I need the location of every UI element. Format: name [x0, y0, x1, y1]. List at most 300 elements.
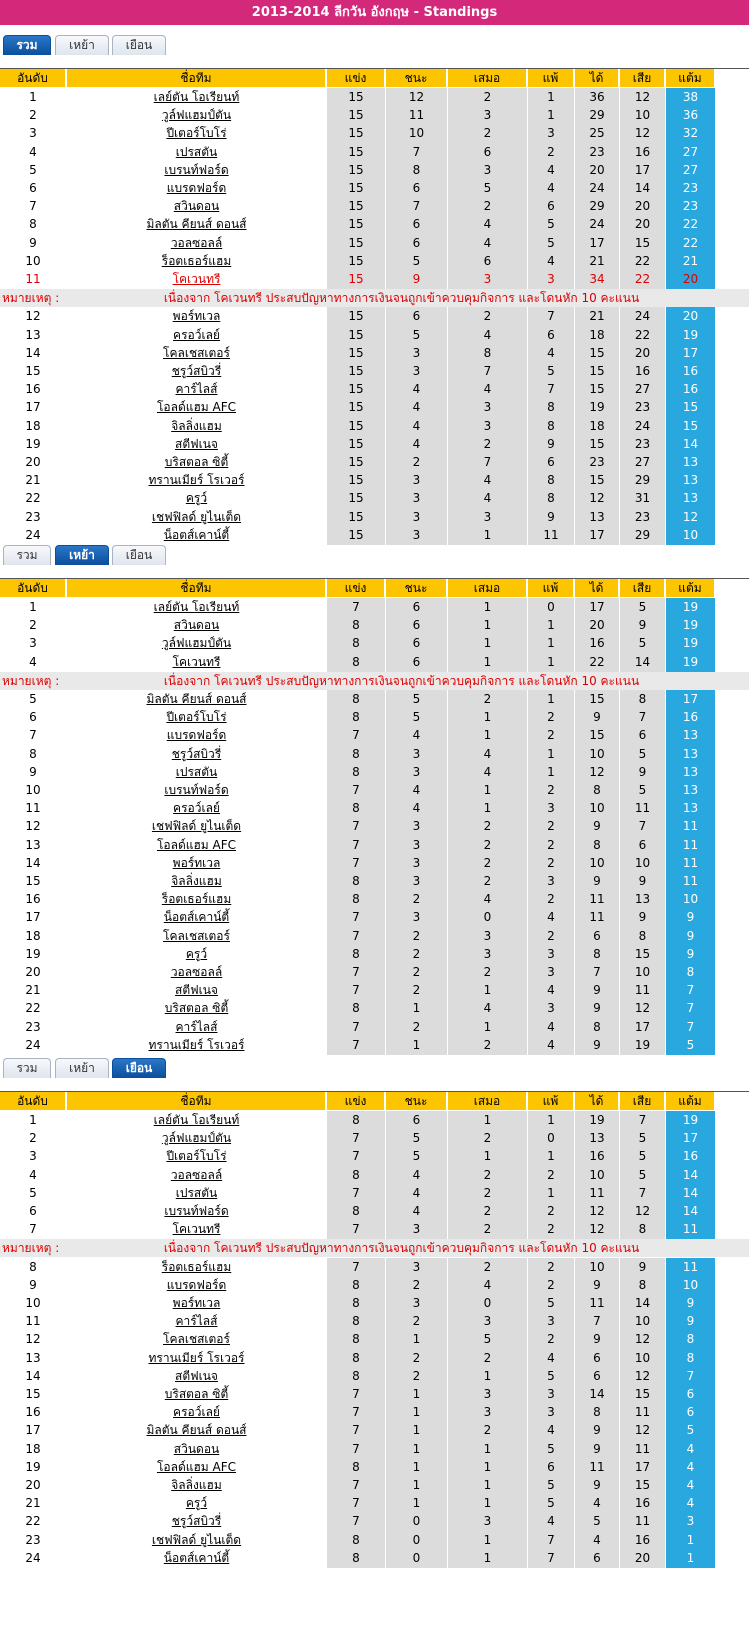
cell-pos: 9 — [29, 1277, 37, 1292]
cell-played: 8 — [327, 1202, 385, 1221]
team-link[interactable]: พอร์ทเวล — [172, 309, 221, 324]
team-link[interactable]: วูล์ฟแฮมป์ตัน — [161, 108, 232, 123]
team-link[interactable]: สวินดอน — [173, 618, 220, 633]
tab-away[interactable]: เยือน — [112, 1058, 166, 1078]
cell-team — [67, 307, 326, 326]
column-header-drawn[interactable]: เสมอ — [448, 1092, 527, 1110]
team-link[interactable]: ทรานเมียร์ โรเวอร์ — [148, 1037, 245, 1052]
cell-played: 8 — [327, 999, 385, 1018]
cell-lost: 7 — [528, 380, 574, 399]
table-row — [0, 1312, 749, 1331]
note-text: เนื่องจาก โคเวนทรี ประสบปัญหาทางการเงินจนถูกเข้าควบคุมกิจการ และโดนหัก 10 คะแนน — [163, 291, 640, 306]
team-link[interactable]: แบรดฟอร์ด — [166, 181, 227, 195]
column-header-lost[interactable]: แพ้ — [528, 69, 574, 87]
cell-drawn: 4 — [448, 471, 527, 490]
tab-home[interactable]: เหย้า — [55, 1058, 109, 1078]
team-link[interactable]: สตีฟเนจ — [175, 983, 218, 998]
cell-played: 15 — [327, 88, 385, 107]
team-link[interactable]: พอร์ทเวล — [172, 1296, 221, 1310]
team-link[interactable]: แบรดฟอร์ด — [166, 1277, 227, 1292]
cell-team — [67, 471, 326, 490]
team-link[interactable]: โคลเชสเตอร์ — [163, 928, 230, 943]
team-link[interactable]: น็อตส์เคาน์ตี้ — [163, 910, 230, 925]
cell-ga: 5 — [620, 1129, 665, 1148]
cell-lost: 5 — [528, 1494, 574, 1513]
cell-pos: 11 — [25, 272, 41, 286]
cell-lost: 8 — [528, 417, 574, 436]
team-link[interactable]: สตีฟเนจ — [175, 436, 218, 451]
cell-points: 9 — [666, 908, 715, 927]
team-link[interactable]: น็อตส์เคาน์ตี้ — [163, 527, 230, 542]
team-link[interactable]: วอลซอลล์ — [170, 235, 223, 250]
cell-gf: 14 — [575, 1385, 619, 1404]
cell-gf: 12 — [575, 1220, 619, 1239]
cell-played: 15 — [327, 106, 385, 125]
cell-team — [67, 179, 326, 198]
tab-overall[interactable]: รวม — [3, 1058, 51, 1078]
cell-drawn: 2 — [448, 1258, 527, 1277]
table-row — [0, 1018, 749, 1037]
cell-lost: 2 — [528, 1330, 574, 1349]
team-link[interactable]: ครอว์เลย์ — [173, 1405, 220, 1420]
cell-won: 4 — [386, 380, 447, 399]
cell-pos: 3 — [29, 636, 37, 651]
cell-lost: 5 — [528, 215, 574, 234]
cell-lost: 4 — [528, 1512, 574, 1531]
team-link[interactable]: มิลตัน คียนส์ ดอนส์ — [146, 1423, 247, 1438]
cell-ga: 5 — [620, 745, 665, 764]
cell-ga: 6 — [620, 836, 665, 855]
cell-won: 4 — [386, 726, 447, 745]
column-header-team[interactable]: ชื่อทีม — [67, 579, 326, 597]
team-link[interactable]: น็อตส์เคาน์ตี้ — [163, 1550, 230, 1565]
cell-points: 7 — [666, 1018, 715, 1037]
cell-ga: 16 — [620, 143, 665, 162]
cell-gf: 12 — [575, 1202, 619, 1221]
cell-won: 5 — [386, 1147, 447, 1166]
cell-won: 6 — [386, 634, 447, 653]
cell-lost: 0 — [528, 1129, 574, 1148]
cell-gf: 9 — [575, 1476, 619, 1495]
cell-gf: 10 — [575, 745, 619, 764]
cell-lost: 1 — [528, 1111, 574, 1130]
cell-ga: 12 — [620, 1421, 665, 1440]
team-link[interactable]: สวินดอน — [173, 1441, 220, 1456]
column-header-played[interactable]: แข่ง — [327, 579, 385, 597]
cell-ga: 12 — [620, 1367, 665, 1386]
cell-gf: 15 — [575, 362, 619, 381]
team-link[interactable]: เชฟฟิลด์ ยูไนเต็ด — [151, 1532, 242, 1547]
cell-ga: 17 — [620, 1018, 665, 1037]
table-row — [0, 708, 749, 727]
cell-points: 4 — [666, 1494, 715, 1513]
cell-pos: 5 — [29, 1185, 37, 1200]
column-header-ga[interactable]: เสีย — [620, 69, 665, 87]
cell-points: 5 — [666, 1421, 715, 1440]
column-header-pos[interactable]: อันดับ — [0, 69, 66, 87]
cell-team — [67, 598, 326, 617]
deduction-note — [0, 289, 749, 307]
table-row — [0, 380, 749, 399]
cell-pos: 22 — [25, 1514, 41, 1529]
cell-played: 7 — [327, 1494, 385, 1513]
cell-lost: 2 — [528, 708, 574, 727]
tab-away[interactable]: เยือน — [112, 545, 166, 565]
team-link[interactable]: เชฟฟิลด์ ยูไนเต็ด — [151, 819, 242, 834]
cell-ga: 20 — [620, 1549, 665, 1568]
deduction-note — [0, 672, 749, 690]
cell-ga: 8 — [620, 1220, 665, 1239]
team-link[interactable]: คาร์ไลส์ — [175, 1314, 218, 1329]
cell-gf: 16 — [575, 634, 619, 653]
cell-pos: 13 — [25, 837, 41, 852]
team-link[interactable]: ร็อตเธอร์แฮม — [161, 892, 232, 907]
cell-drawn: 2 — [448, 1421, 527, 1440]
team-link[interactable]: วอลซอลล์ — [170, 1167, 223, 1182]
cell-won: 3 — [386, 872, 447, 891]
team-link[interactable]: ครอว์เลย์ — [173, 327, 220, 342]
cell-gf: 13 — [575, 1129, 619, 1148]
cell-team — [67, 508, 326, 527]
cell-played: 15 — [327, 489, 385, 508]
cell-points: 1 — [666, 1549, 715, 1568]
team-link[interactable]: โคเวนทรี — [172, 1222, 221, 1237]
column-header-pos[interactable]: อันดับ — [0, 579, 66, 597]
cell-ga: 7 — [620, 1184, 665, 1203]
cell-ga: 7 — [620, 817, 665, 836]
team-link[interactable]: ปีเตอร์โบโร่ — [166, 126, 227, 141]
cell-won: 2 — [386, 453, 447, 472]
cell-points: 14 — [666, 1166, 715, 1185]
cell-lost: 7 — [528, 1531, 574, 1550]
cell-played: 8 — [327, 653, 385, 672]
cell-team — [67, 999, 326, 1018]
cell-team — [67, 234, 326, 253]
team-link[interactable]: บริสตอล ซิตี้ — [164, 1001, 229, 1016]
cell-team — [67, 708, 326, 727]
team-link[interactable]: เบรนท์ฟอร์ด — [164, 1204, 229, 1218]
cell-ga: 9 — [620, 1258, 665, 1277]
table-row — [0, 726, 749, 745]
cell-pos: 17 — [25, 1423, 41, 1438]
cell-gf: 15 — [575, 380, 619, 399]
team-link[interactable]: จิลลิ่งแฮม — [171, 418, 222, 433]
cell-played: 8 — [327, 1531, 385, 1550]
team-link[interactable]: เปรสตัน — [175, 144, 218, 159]
table-row — [0, 1512, 749, 1531]
table-row — [0, 326, 749, 345]
cell-lost: 2 — [528, 781, 574, 800]
team-link[interactable]: เปรสตัน — [175, 1185, 218, 1200]
team-link[interactable]: จิลลิ่งแฮม — [171, 874, 222, 888]
cell-won: 2 — [386, 1312, 447, 1331]
table-row — [0, 1258, 749, 1277]
cell-team — [67, 88, 326, 107]
team-link[interactable]: สตีฟเนจ — [175, 1368, 218, 1383]
team-link[interactable]: บริสตอล ซิตี้ — [164, 455, 229, 469]
cell-team — [67, 1312, 326, 1331]
team-link[interactable]: ครูว์ — [185, 1496, 208, 1511]
cell-ga: 24 — [620, 307, 665, 326]
column-header-played[interactable]: แข่ง — [327, 1092, 385, 1110]
team-link[interactable]: โคลเชสเตอร์ — [163, 345, 230, 360]
team-link[interactable]: โอลด์แฮม AFC — [156, 400, 237, 415]
cell-points: 1 — [666, 1531, 715, 1550]
cell-points: 9 — [666, 927, 715, 946]
team-link[interactable]: ทรานเมียร์ โรเวอร์ — [148, 1350, 245, 1365]
team-link[interactable]: วอลซอลล์ — [170, 965, 223, 979]
team-link[interactable]: โอลด์แฮม AFC — [156, 837, 237, 852]
table-header — [0, 1091, 749, 1110]
cell-gf: 4 — [575, 1494, 619, 1513]
column-header-won[interactable]: ชนะ — [386, 69, 447, 87]
cell-pos: 1 — [29, 1113, 37, 1127]
column-header-team[interactable]: ชื่อทีม — [67, 1092, 326, 1110]
team-link[interactable]: ปีเตอร์โบโร่ — [166, 710, 227, 725]
team-link[interactable]: สวินดอน — [173, 199, 220, 214]
cell-team — [67, 362, 326, 381]
cell-drawn: 5 — [448, 179, 527, 198]
column-header-points[interactable]: แต้ม — [666, 1092, 715, 1110]
cell-drawn: 1 — [448, 981, 527, 1000]
cell-ga: 10 — [620, 1312, 665, 1331]
team-link[interactable]: โคลเชสเตอร์ — [163, 1332, 230, 1347]
column-header-drawn[interactable]: เสมอ — [448, 69, 527, 87]
table-row — [0, 981, 749, 1000]
cell-ga: 12 — [620, 88, 665, 107]
column-header-won[interactable]: ชนะ — [386, 1092, 447, 1110]
cell-ga: 16 — [620, 1494, 665, 1513]
team-link[interactable]: ร็อตเธอร์แฮม — [161, 253, 232, 268]
team-link[interactable]: ทรานเมียร์ โรเวอร์ — [148, 473, 245, 488]
column-header-played[interactable]: แข่ง — [327, 69, 385, 87]
team-link[interactable]: เลย์ตัน โอเรียนท์ — [153, 600, 240, 614]
table-row — [0, 1129, 749, 1148]
cell-won: 3 — [386, 362, 447, 381]
team-link[interactable]: พอร์ทเวล — [172, 855, 221, 870]
cell-won: 3 — [386, 344, 447, 363]
column-header-gf[interactable]: ได้ — [575, 69, 619, 87]
cell-played: 7 — [327, 1440, 385, 1459]
cell-pos: 19 — [25, 1459, 41, 1474]
cell-pos: 7 — [29, 728, 37, 743]
cell-lost: 4 — [528, 252, 574, 271]
cell-played: 15 — [327, 124, 385, 143]
cell-team — [67, 1458, 326, 1477]
team-link[interactable]: วูล์ฟแฮมป์ตัน — [161, 636, 232, 651]
cell-lost: 4 — [528, 179, 574, 198]
team-link[interactable]: โคเวนทรี — [172, 272, 221, 286]
cell-team — [67, 380, 326, 399]
cell-ga: 16 — [620, 362, 665, 381]
team-link[interactable]: ครูว์ — [185, 946, 208, 961]
cell-points: 21 — [666, 252, 715, 271]
column-header-lost[interactable]: แพ้ — [528, 1092, 574, 1110]
cell-played: 7 — [327, 1476, 385, 1495]
cell-lost: 1 — [528, 653, 574, 672]
table-row — [0, 1403, 749, 1422]
cell-ga: 14 — [620, 179, 665, 198]
tab-away[interactable]: เยือน — [112, 35, 166, 55]
column-header-team[interactable]: ชื่อทีม — [67, 69, 326, 87]
column-header-gf[interactable]: ได้ — [575, 1092, 619, 1110]
cell-points: 11 — [666, 836, 715, 855]
cell-ga: 20 — [620, 344, 665, 363]
cell-played: 7 — [327, 1018, 385, 1037]
tab-overall[interactable]: รวม — [3, 545, 51, 565]
cell-won: 9 — [386, 270, 447, 289]
team-link[interactable]: เบรนท์ฟอร์ด — [164, 783, 229, 797]
cell-ga: 20 — [620, 197, 665, 216]
tab-overall[interactable]: รวม — [3, 35, 51, 55]
cell-points: 13 — [666, 471, 715, 490]
table-row — [0, 854, 749, 873]
cell-lost: 4 — [528, 981, 574, 1000]
cell-lost: 8 — [528, 398, 574, 417]
team-link[interactable]: เชฟฟิลด์ ยูไนเต็ด — [151, 509, 242, 524]
column-header-drawn[interactable]: เสมอ — [448, 579, 527, 597]
cell-points: 15 — [666, 398, 715, 417]
cell-played: 7 — [327, 1421, 385, 1440]
team-link[interactable]: วูล์ฟแฮมป์ตัน — [161, 1131, 232, 1146]
cell-pos: 21 — [25, 983, 41, 998]
column-header-gf[interactable]: ได้ — [575, 579, 619, 597]
cell-pos: 20 — [25, 455, 41, 469]
team-link[interactable]: เลย์ตัน โอเรียนท์ — [153, 1113, 240, 1127]
cell-lost: 2 — [528, 1258, 574, 1277]
cell-played: 8 — [327, 1549, 385, 1568]
column-header-ga[interactable]: เสีย — [620, 1092, 665, 1110]
cell-ga: 14 — [620, 653, 665, 672]
cell-played: 7 — [327, 1258, 385, 1277]
column-header-won[interactable]: ชนะ — [386, 579, 447, 597]
cell-ga: 17 — [620, 1458, 665, 1477]
table-row — [0, 999, 749, 1018]
team-link[interactable]: ชรูว์สบิวรี่ — [171, 1514, 222, 1529]
cell-played: 15 — [327, 508, 385, 527]
team-link[interactable]: จิลลิ่งแฮม — [171, 1478, 222, 1492]
cell-ga: 22 — [620, 326, 665, 345]
cell-won: 3 — [386, 745, 447, 764]
team-link[interactable]: มิลตัน คียนส์ ดอนส์ — [146, 692, 247, 706]
cell-points: 19 — [666, 653, 715, 672]
cell-team — [67, 1440, 326, 1459]
team-link[interactable]: ครอว์เลย์ — [173, 801, 220, 816]
cell-team — [67, 981, 326, 1000]
cell-lost: 4 — [528, 1036, 574, 1055]
cell-gf: 24 — [575, 179, 619, 198]
cell-ga: 11 — [620, 799, 665, 818]
cell-ga: 14 — [620, 1294, 665, 1313]
cell-team — [67, 1294, 326, 1313]
team-link[interactable]: โคเวนทรี — [172, 654, 221, 669]
cell-lost: 2 — [528, 726, 574, 745]
cell-pos: 23 — [25, 1019, 41, 1034]
team-link[interactable]: คาร์ไลส์ — [175, 1019, 218, 1034]
column-header-pos[interactable]: อันดับ — [0, 1092, 66, 1110]
cell-drawn: 0 — [448, 908, 527, 927]
column-header-points[interactable]: แต้ม — [666, 69, 715, 87]
cell-team — [67, 1494, 326, 1513]
team-link[interactable]: ร็อตเธอร์แฮม — [161, 1259, 232, 1274]
team-link[interactable]: ปีเตอร์โบโร่ — [166, 1149, 227, 1164]
cell-drawn: 3 — [448, 1312, 527, 1331]
cell-team — [67, 1476, 326, 1495]
cell-pos: 1 — [29, 600, 37, 614]
team-link[interactable]: โอลด์แฮม AFC — [156, 1459, 237, 1474]
cell-drawn: 1 — [448, 1549, 527, 1568]
cell-drawn: 4 — [448, 215, 527, 234]
cell-lost: 1 — [528, 690, 574, 709]
cell-played: 8 — [327, 1276, 385, 1295]
cell-won: 6 — [386, 616, 447, 635]
cell-played: 8 — [327, 1294, 385, 1313]
cell-ga: 12 — [620, 1202, 665, 1221]
cell-team — [67, 1531, 326, 1550]
team-link[interactable]: มิลตัน คียนส์ ดอนส์ — [146, 217, 247, 232]
cell-won: 2 — [386, 945, 447, 964]
cell-lost: 6 — [528, 453, 574, 472]
table-row — [0, 908, 749, 927]
cell-pos: 24 — [25, 1550, 41, 1565]
cell-gf: 15 — [575, 471, 619, 490]
cell-played: 7 — [327, 836, 385, 855]
column-header-points[interactable]: แต้ม — [666, 579, 715, 597]
cell-gf: 9 — [575, 1421, 619, 1440]
cell-drawn: 2 — [448, 854, 527, 873]
cell-ga: 8 — [620, 1276, 665, 1295]
team-link[interactable]: เบรนท์ฟอร์ด — [164, 162, 229, 177]
team-link[interactable]: คาร์ไลส์ — [175, 382, 218, 397]
tab-home[interactable]: เหย้า — [55, 545, 109, 565]
cell-lost: 2 — [528, 143, 574, 162]
cell-drawn: 3 — [448, 270, 527, 289]
cell-pos: 17 — [25, 400, 41, 415]
cell-gf: 10 — [575, 854, 619, 873]
team-link[interactable]: ชรูว์สบิวรี่ — [171, 746, 222, 761]
table-row — [0, 598, 749, 617]
cell-drawn: 1 — [448, 634, 527, 653]
team-link[interactable]: บริสตอล ซิตี้ — [164, 1387, 229, 1401]
cell-points: 12 — [666, 508, 715, 527]
team-link[interactable]: ชรูว์สบิวรี่ — [171, 364, 222, 378]
cell-pos: 6 — [29, 181, 37, 195]
cell-pos: 15 — [25, 1387, 41, 1401]
cell-won: 5 — [386, 1129, 447, 1148]
cell-lost: 3 — [528, 999, 574, 1018]
cell-won: 3 — [386, 908, 447, 927]
team-link[interactable]: เลย์ตัน โอเรียนท์ — [153, 90, 240, 104]
team-link[interactable]: แบรดฟอร์ด — [166, 728, 227, 743]
cell-played: 7 — [327, 1184, 385, 1203]
cell-won: 3 — [386, 1294, 447, 1313]
tab-home[interactable]: เหย้า — [55, 35, 109, 55]
cell-gf: 10 — [575, 799, 619, 818]
cell-drawn: 3 — [448, 106, 527, 125]
column-header-ga[interactable]: เสีย — [620, 579, 665, 597]
cell-won: 3 — [386, 471, 447, 490]
cell-pos: 5 — [29, 692, 37, 706]
cell-won: 1 — [386, 999, 447, 1018]
column-header-lost[interactable]: แพ้ — [528, 579, 574, 597]
table-row — [0, 398, 749, 417]
cell-points: 38 — [666, 88, 715, 107]
team-link[interactable]: เปรสตัน — [175, 764, 218, 779]
cell-team — [67, 1111, 326, 1130]
cell-pos: 24 — [25, 1037, 41, 1052]
team-link[interactable]: ครูว์ — [185, 491, 208, 506]
cell-lost: 8 — [528, 471, 574, 490]
